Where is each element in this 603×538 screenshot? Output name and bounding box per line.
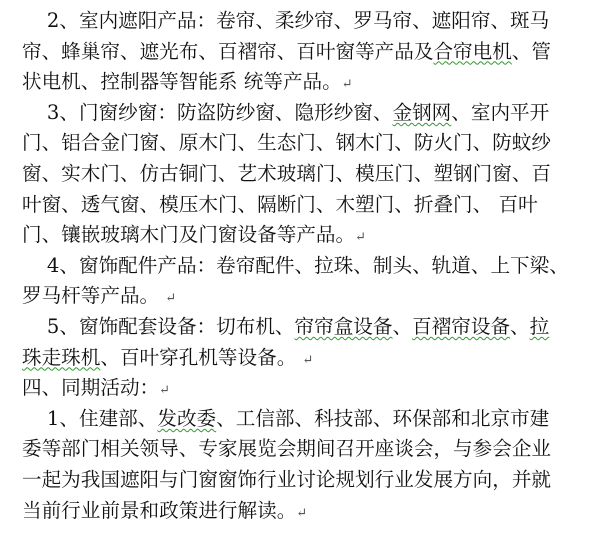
text-run: 4、窗饰配件产品：卷帘配件、拉珠、制头、轨道、上下梁、 bbox=[22, 253, 569, 277]
paragraph-mark: ↵ bbox=[165, 291, 177, 307]
text-run: 、 bbox=[392, 315, 413, 338]
spellcheck-flagged-text: 金钢网 bbox=[392, 100, 452, 124]
spellcheck-flagged-text: 发改委 bbox=[157, 406, 217, 430]
text-line bbox=[22, 37, 551, 67]
spellcheck-flagged-text: 百褶帘设备 bbox=[412, 315, 511, 338]
paragraph-mark: ↵ bbox=[355, 230, 366, 246]
text-run: 3、门窗纱窗：防盗防纱窗、隐形纱窗、 bbox=[22, 100, 393, 124]
text-run: 四、同期活动： bbox=[22, 376, 160, 400]
spellcheck-flagged-text: 拉 bbox=[529, 315, 550, 338]
spellcheck-flagged-text: 合帘电机 bbox=[433, 39, 512, 63]
text-run: 叶窗、透气窗、模压木门、隔断门、木塑门、折叠门、 百叶 bbox=[22, 192, 538, 216]
text-run: 、管 bbox=[511, 39, 552, 63]
text-line bbox=[22, 67, 353, 97]
text-run: 、百叶穿孔机等设备。 bbox=[100, 345, 303, 369]
text-line bbox=[22, 190, 538, 220]
paragraph-mark: ↵ bbox=[296, 505, 308, 521]
text-line bbox=[22, 281, 176, 311]
text-run: 状电机、控制器等智能系 统等产品。 bbox=[22, 70, 342, 94]
paragraph-mark: ↵ bbox=[159, 383, 171, 399]
text-line bbox=[22, 343, 313, 373]
text-line bbox=[22, 220, 366, 250]
text-run: 当前行业前景和政策进行解读。 bbox=[22, 498, 297, 522]
text-line bbox=[22, 496, 307, 526]
spellcheck-flagged-text: 帘帘盒设备 bbox=[294, 315, 393, 338]
text-run: 、室内平开 bbox=[451, 100, 550, 124]
text-run: 、 bbox=[510, 315, 530, 338]
text-run: 1、住建部、 bbox=[22, 406, 158, 430]
text-line bbox=[22, 251, 569, 281]
text-run: 门、镶嵌玻璃木门及门窗设备等产品。 bbox=[22, 223, 356, 247]
text-line bbox=[22, 465, 551, 495]
paragraph-mark: ↵ bbox=[341, 77, 353, 93]
text-line bbox=[22, 373, 170, 403]
text-line bbox=[22, 128, 551, 158]
text-run: 窗、实木门、仿古铜门、艺术玻璃门、模压门、塑钢门窗、百 bbox=[22, 162, 552, 185]
text-run: 委等部门相关领导、专家展览会期间召开座谈会，与参会企业 bbox=[22, 437, 552, 461]
text-run: 一起为我国遮阳与门窗窗饰行业讨论规划行业发展方向，并就 bbox=[22, 468, 552, 491]
text-line bbox=[22, 98, 549, 128]
text-run: 帘、蜂巢帘、遮光布、百褶帘、百叶窗等产品及 bbox=[22, 39, 434, 63]
text-line bbox=[22, 6, 549, 36]
text-run: 门、铝合金门窗、原木门、生态门、钢木门、防火门、防蚊纱 bbox=[22, 131, 552, 155]
text-line bbox=[22, 434, 551, 464]
paragraph-mark: ↵ bbox=[302, 352, 314, 368]
text-line bbox=[22, 159, 551, 189]
text-run: 罗马杆等产品。 bbox=[22, 284, 166, 308]
text-run: 、工信部、科技部、环保部和北京市建 bbox=[216, 406, 550, 430]
text-run: 2、室内遮阳产品：卷帘、柔纱帘、罗马帘、遮阳帘、斑马 bbox=[22, 9, 550, 32]
spellcheck-flagged-text: 珠走珠机 bbox=[22, 345, 101, 369]
text-run: 5、窗饰配套设备：切布机、 bbox=[22, 315, 295, 338]
text-line bbox=[22, 404, 549, 434]
text-line bbox=[22, 312, 549, 342]
